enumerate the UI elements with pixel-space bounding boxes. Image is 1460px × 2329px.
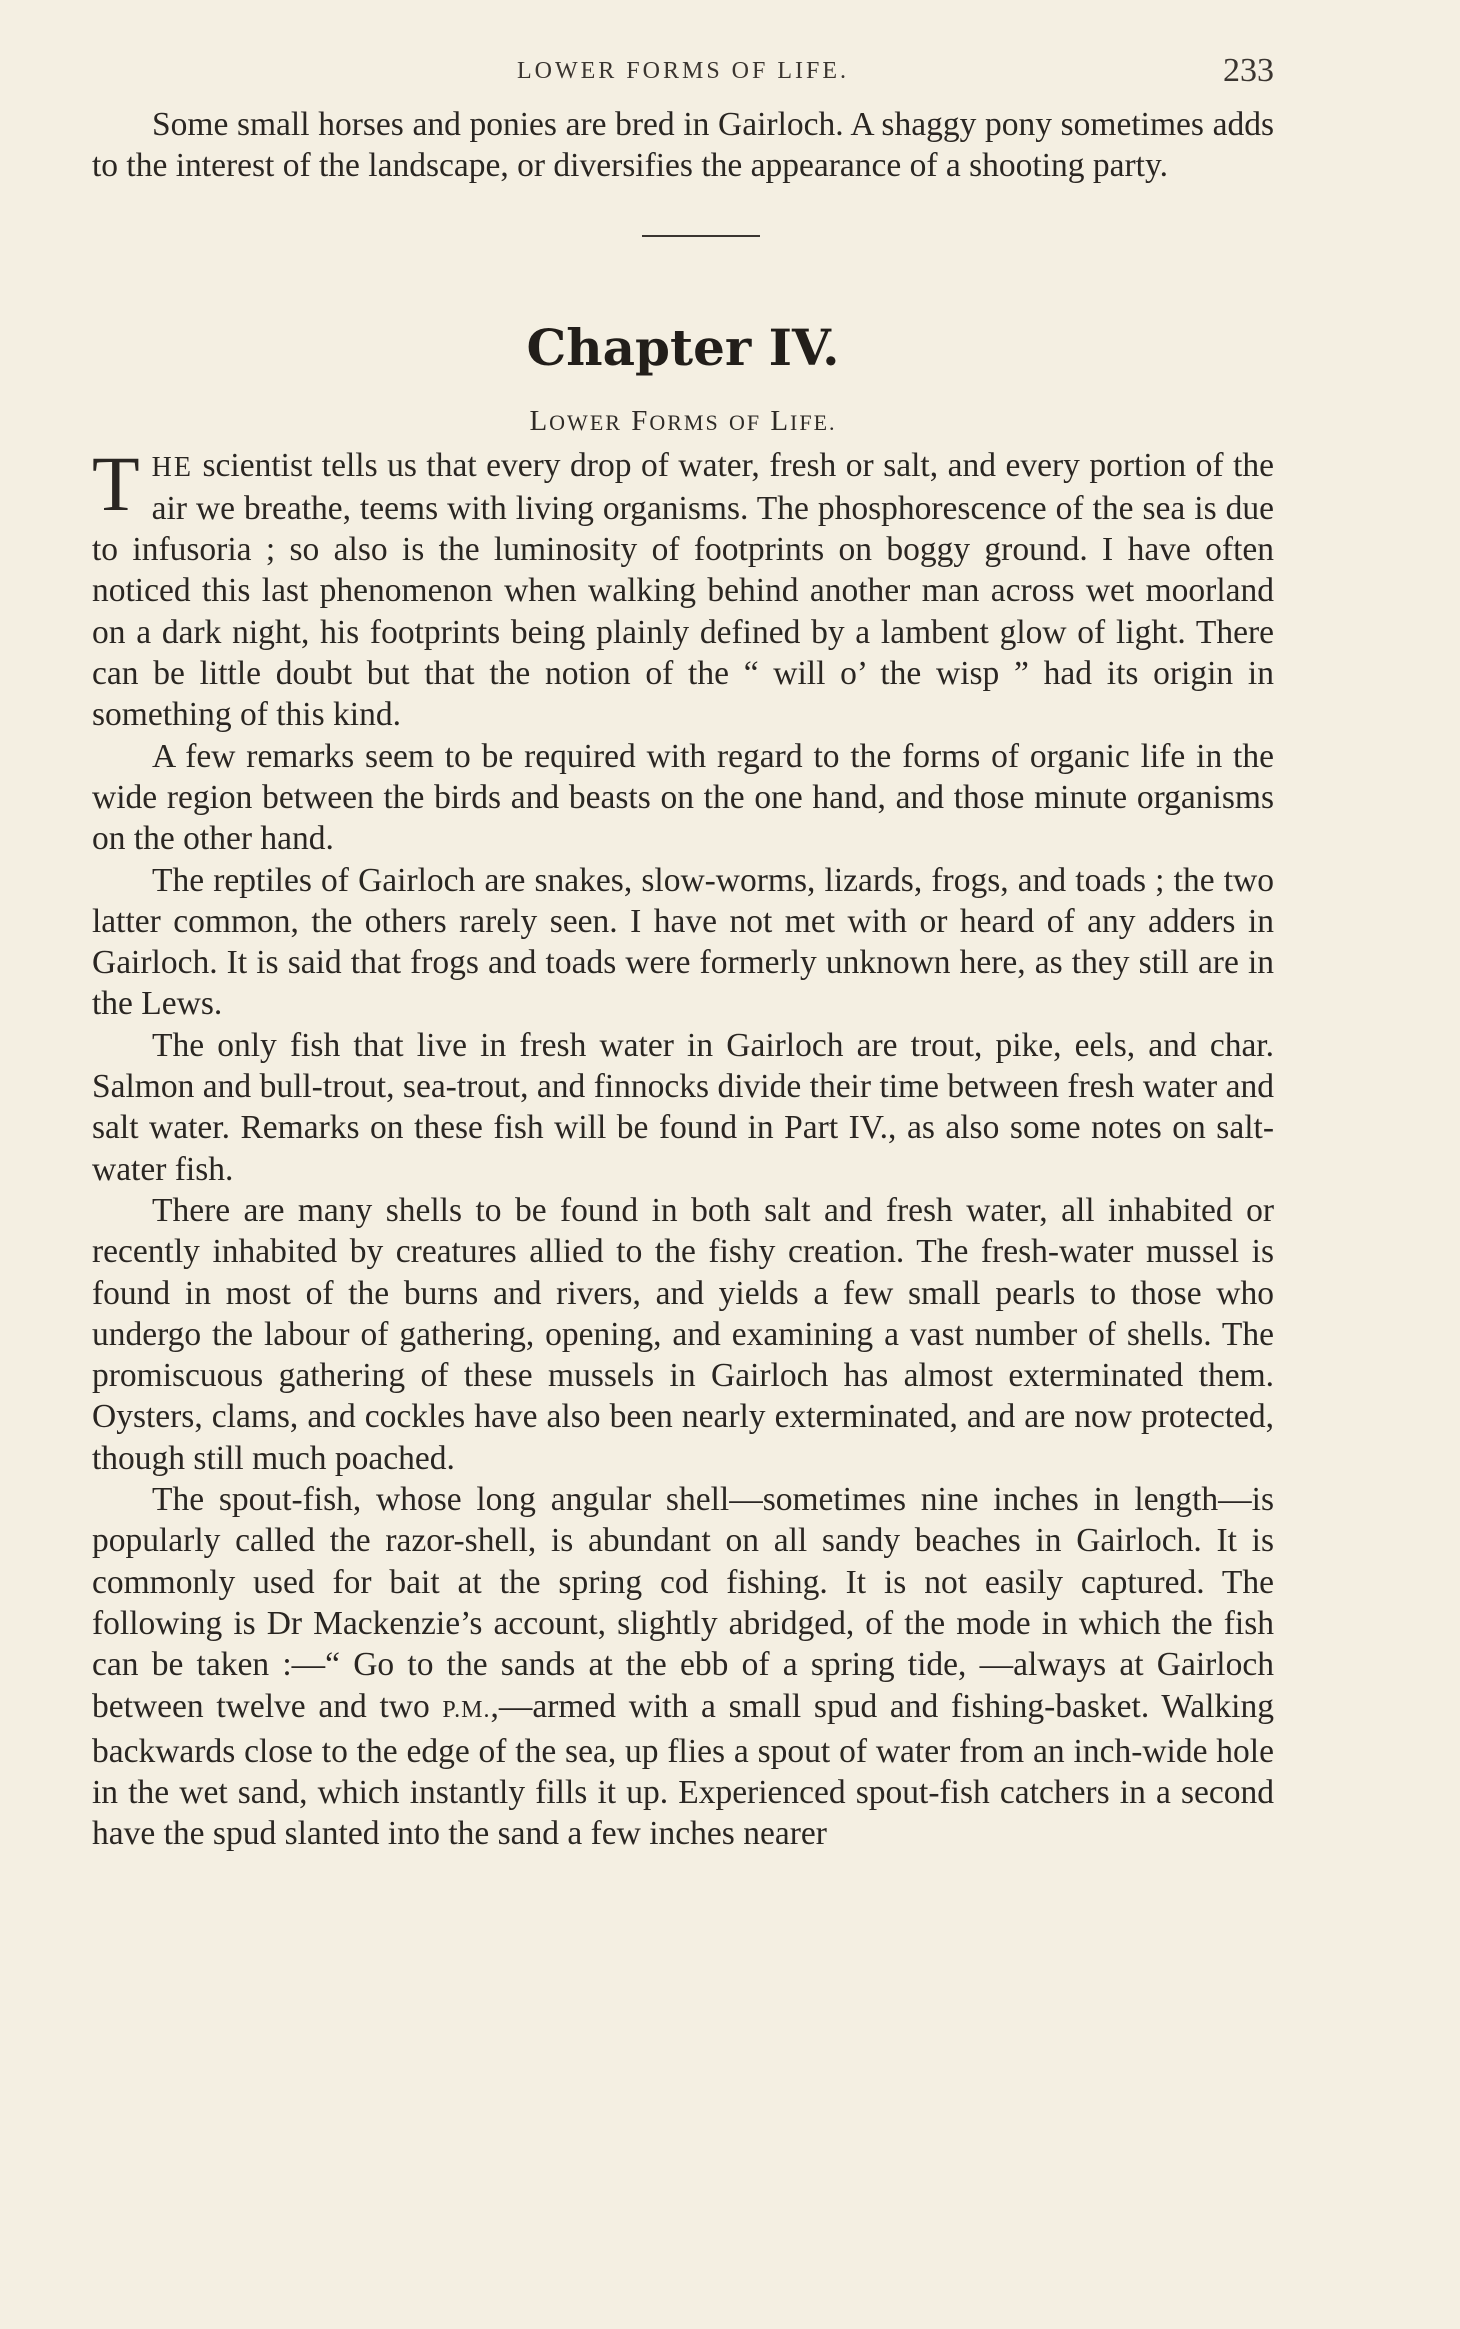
- time-abbreviation: P.M.: [442, 1696, 491, 1723]
- spout-fish-text-2: ,—armed with a small spud and fishing-basket. Walking backwards close to the edge of the sea, up flies a spout of water from an inch-wide hole in the wet sand, which instantly fills it up. Experienced spout-fish catchers in a second have the spud slanted into the sand a few inches nearer: [92, 1687, 1274, 1853]
- paragraph-organic-life: A few remarks seem to be required with regard to the forms of organic life in the wide region between the birds and beasts on the one hand, and those minute organisms on the other hand.: [92, 737, 1274, 858]
- section-title-cap-4: L: [770, 404, 791, 437]
- section-title-cap-2: F: [631, 404, 650, 437]
- paragraph-shells: There are many shells to be found in both salt and fresh water, all inhabited or recently inhabited by creatures allied to the fishy creation. The fresh-water mussel is found in most of the burns and rivers, and yields a few small pearls to those who undergo the labour of gathering, opening, and examining a vast number of shells. The promiscuous gathering of these mussels in Gairloch has almost exterminated them. Oysters, clams, and cockles have also been nearly exterminated, and are now protected, though still much poached.: [92, 1191, 1274, 1477]
- section-title-cap-1: L: [529, 404, 550, 437]
- book-page: [92, 52, 1274, 1855]
- section-title-word-3: OF: [728, 409, 762, 435]
- paragraph-reptiles: The reptiles of Gairloch are snakes, slow-worms, lizards, frogs, and toads ; the two latter common, the others rarely seen. I have not met with or heard of any adders in Gairloch. It is said that frogs and toads were formerly unknown here, as they still are in the Lews.: [92, 861, 1274, 1023]
- section-title-word-4: IFE.: [790, 409, 837, 435]
- paragraph-fish: The only fish that live in fresh water in Gairloch are trout, pike, eels, and char. Salmon and bull-trout, sea-trout, and finnocks divide their time between fresh water and salt water. Remarks on these fish will be found in Part IV., as also some notes on salt-water fish.: [92, 1026, 1274, 1188]
- running-head: [92, 52, 1274, 104]
- section-title: [92, 397, 1274, 445]
- section-divider: [92, 187, 1274, 277]
- paragraph-spout-fish: [92, 1479, 1274, 1855]
- chapter-heading: Chapter IV.: [526, 317, 840, 377]
- spout-fish-text-1: The spout-fish, whose long angular shell—sometimes nine inches in length—is popularly called the razor-shell, is abundant on all sandy beaches in Gairloch. It is commonly used for bait at the spring cod fishing. It is not easily captured. The following is Dr Mackenzie’s account, slightly abridged, of the mode in which the fish can be taken :—“ Go to the sands at the ebb of a spring tide, —always at Gairloch between twelve and two: [92, 1481, 1274, 1725]
- divider-rule: [642, 235, 760, 237]
- intro-paragraph: Some small horses and ponies are bred in Gairloch. A shaggy pony sometimes adds to the interest of the landscape, or diversifies the appearance of a shooting party.: [92, 106, 1274, 185]
- first-paragraph-text: scientist tells us that every drop of water, fresh or salt, and every portion of the air we breathe, teems with living organisms. The phosphorescence of the sea is due to infusoria ; so also is the luminosity of footprints on boggy ground. I have often noticed this last phenomenon when walking behind another man across wet moorland on a dark night, his footprints being plainly defined by a lambent glow of light. There can be little doubt but that the notion of the “ will o’ the wisp ” had its origin in something of this kind.: [92, 446, 1274, 734]
- first-paragraph: [92, 439, 1274, 736]
- section-title-word-1: OWER: [549, 409, 622, 435]
- first-word-rest: HE: [151, 451, 193, 483]
- running-title: LOWER FORMS OF LIFE.: [516, 58, 850, 84]
- section-title-word-2: ORMS: [649, 409, 720, 435]
- drop-cap: T: [92, 439, 140, 527]
- page-number: 233: [1223, 52, 1274, 89]
